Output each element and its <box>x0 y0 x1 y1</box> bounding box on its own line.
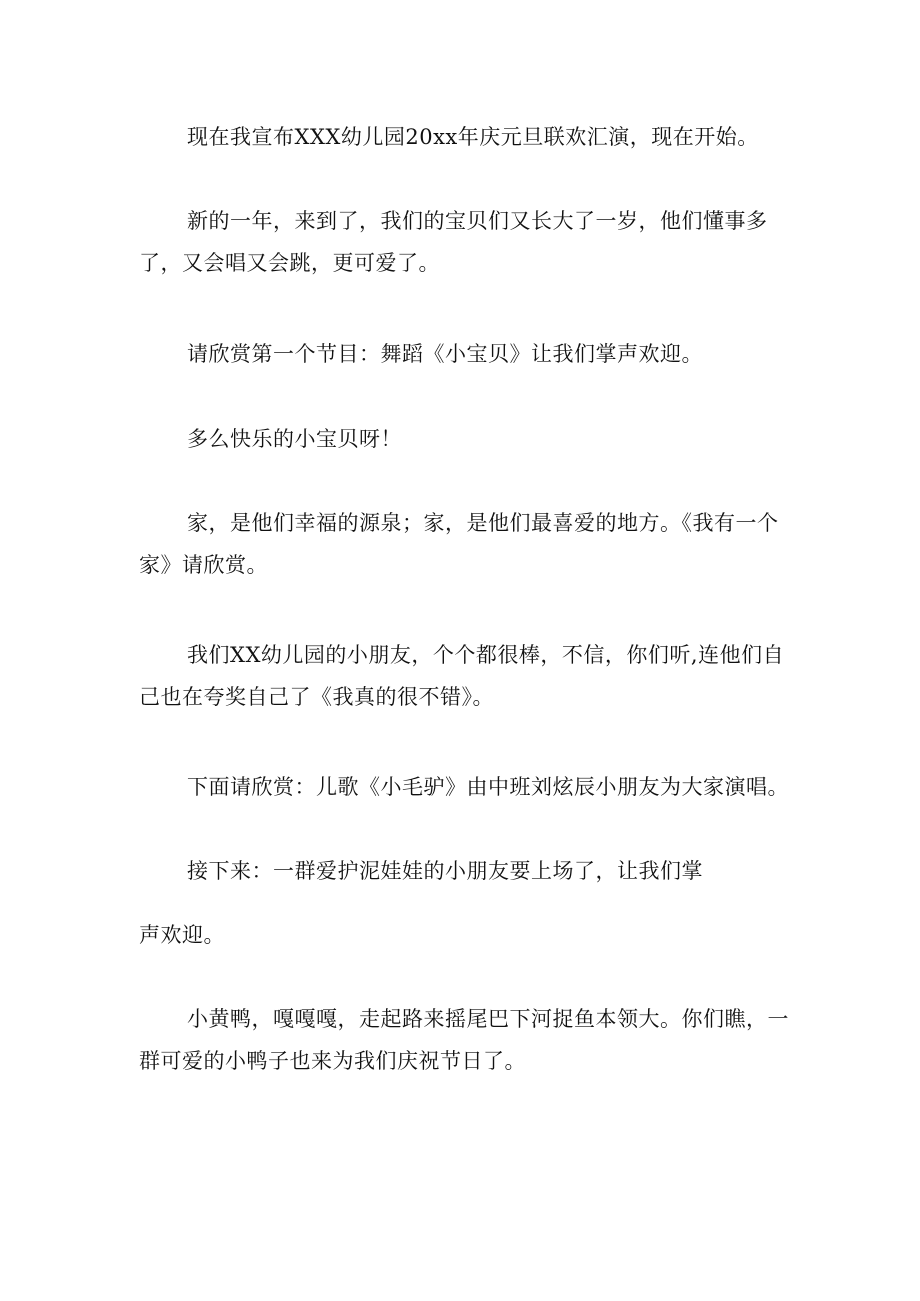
paragraph-first-program: 请欣赏第一个节目：舞蹈《小宝贝》让我们掌声欢迎。 <box>187 342 703 366</box>
paragraph-little-ducks: 小黄鸭，嘎嘎嘎，走起路来摇尾巴下河捉鱼本领大。你们瞧，一群可爱的小鸭子也来为我们庆祝节日了。 <box>139 1007 789 1073</box>
paragraph-home: 家，是他们幸福的源泉；家，是他们最喜爱的地方。《我有一个家》请欣赏。 <box>139 511 779 577</box>
paragraph-little-donkey: 下面请欣赏：儿歌《小毛驴》由中班刘炫辰小朋友为大家演唱。 <box>187 775 789 799</box>
paragraph-praise: 我们XX幼儿园的小朋友，个个都很棒，不信，你们听,连他们自己也在夸奖自己了《我真的很不错》。 <box>139 643 785 709</box>
paragraph-happy-babies: 多么快乐的小宝贝呀！ <box>187 427 402 451</box>
paragraph-applause: 声欢迎。 <box>139 923 225 947</box>
paragraph-opening-announcement: 现在我宣布XXX幼儿园20xx年庆元旦联欢汇演，现在开始。 <box>187 125 759 149</box>
paragraph-next-performance: 接下来：一群爱护泥娃娃的小朋友要上场了，让我们掌 <box>187 859 703 883</box>
paragraph-new-year: 新的一年，来到了，我们的宝贝们又长大了一岁，他们懂事多了，又会唱又会跳，更可爱了。 <box>139 209 768 275</box>
